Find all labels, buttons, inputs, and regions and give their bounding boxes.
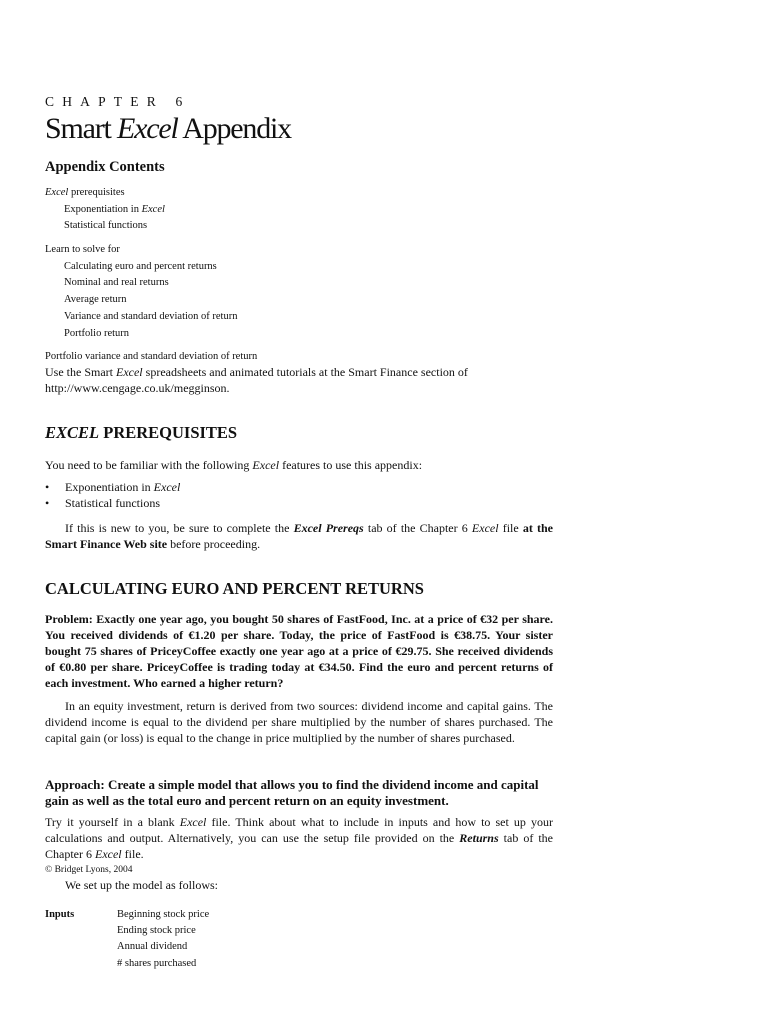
input-item: Ending stock price <box>117 925 196 936</box>
toc-item: Calculating euro and percent returns <box>64 261 217 272</box>
bullet-item: Statistical functions <box>65 496 160 510</box>
returns-heading: CALCULATING EURO AND PERCENT RETURNS <box>45 579 424 598</box>
inputs-label: Inputs <box>45 909 75 920</box>
toc-item: Statistical functions <box>64 220 148 231</box>
prereq-heading: EXCEL PREREQUISITES <box>45 423 238 442</box>
try-paragraph: Try it yourself in a blank Excel file. Think about what to include in inputs and how to set up your calculations and output. Alternatively, you can use the setup file provided on the Returns tab of the Chapter 6 Excel file. <box>45 815 553 861</box>
page-title: Smart Excel Appendix <box>45 112 291 145</box>
prereq-paragraph: If this is new to you, be sure to complete the Excel Prereqs tab of the Chapter 6 Excel file at the Smart Finance Web site before proceeding. <box>45 521 553 551</box>
use-paragraph: Use the Smart Excel spreadsheets and animated tutorials at the Smart Finance section of http://www.cengage.co.uk/megginson. <box>45 365 468 395</box>
input-item: # shares purchased <box>117 958 197 969</box>
bullet-mark: • <box>45 496 50 510</box>
toc-item: Nominal and real returns <box>64 277 169 288</box>
cengage-link[interactable]: http://www.cengage.co.uk/megginson. <box>45 381 230 395</box>
bullet-mark: • <box>45 480 50 494</box>
chapter-label: CHAPTER 6 <box>45 94 191 109</box>
toc-item: Average return <box>64 294 127 305</box>
bullet-item: Exponentiation in Excel <box>65 480 181 494</box>
input-item: Annual dividend <box>117 941 188 952</box>
approach-statement: Approach: Create a simple model that allows you to find the dividend income and capital gain as well as the total euro and percent return on an equity investment. <box>45 777 539 808</box>
toc-item: Portfolio variance and standard deviation of return <box>45 351 258 362</box>
prereq-intro: You need to be familiar with the following Excel features to use this appendix: <box>45 458 423 472</box>
toc-item: Exponentiation in Excel <box>64 204 165 215</box>
equity-paragraph: In an equity investment, return is derived from two sources: dividend income and capital gains. The dividend income is equal to the dividend per share multiplied by the number of shares purchased. The capital gain (or loss) is equal to the change in price multiplied by the number of shares purchased. <box>45 699 553 745</box>
contents-heading: Appendix Contents <box>45 159 165 175</box>
toc-item: Variance and standard deviation of return <box>64 311 238 322</box>
setup-text: We set up the model as follows: <box>65 878 219 892</box>
input-item: Beginning stock price <box>117 909 210 920</box>
copyright: © Bridget Lyons, 2004 <box>45 865 133 875</box>
problem-statement: Problem: Exactly one year ago, you bought 50 shares of FastFood, Inc. at a price of €32 per share. You received dividends of €1.20 per share. Today, the price of FastFood is €38.75. Your sister bought 75 shares of PriceyCoffee exactly one year ago at a price of €29.75. She received dividends of €0.80 per share. PriceyCoffee is trading today at €34.50. Find the euro and percent returns of each investment. Who earned a higher return? <box>45 612 553 690</box>
toc-prereq: Excel prerequisites <box>45 187 125 198</box>
toc-learn-heading: Learn to solve for <box>45 244 120 255</box>
toc-item: Portfolio return <box>64 328 130 339</box>
